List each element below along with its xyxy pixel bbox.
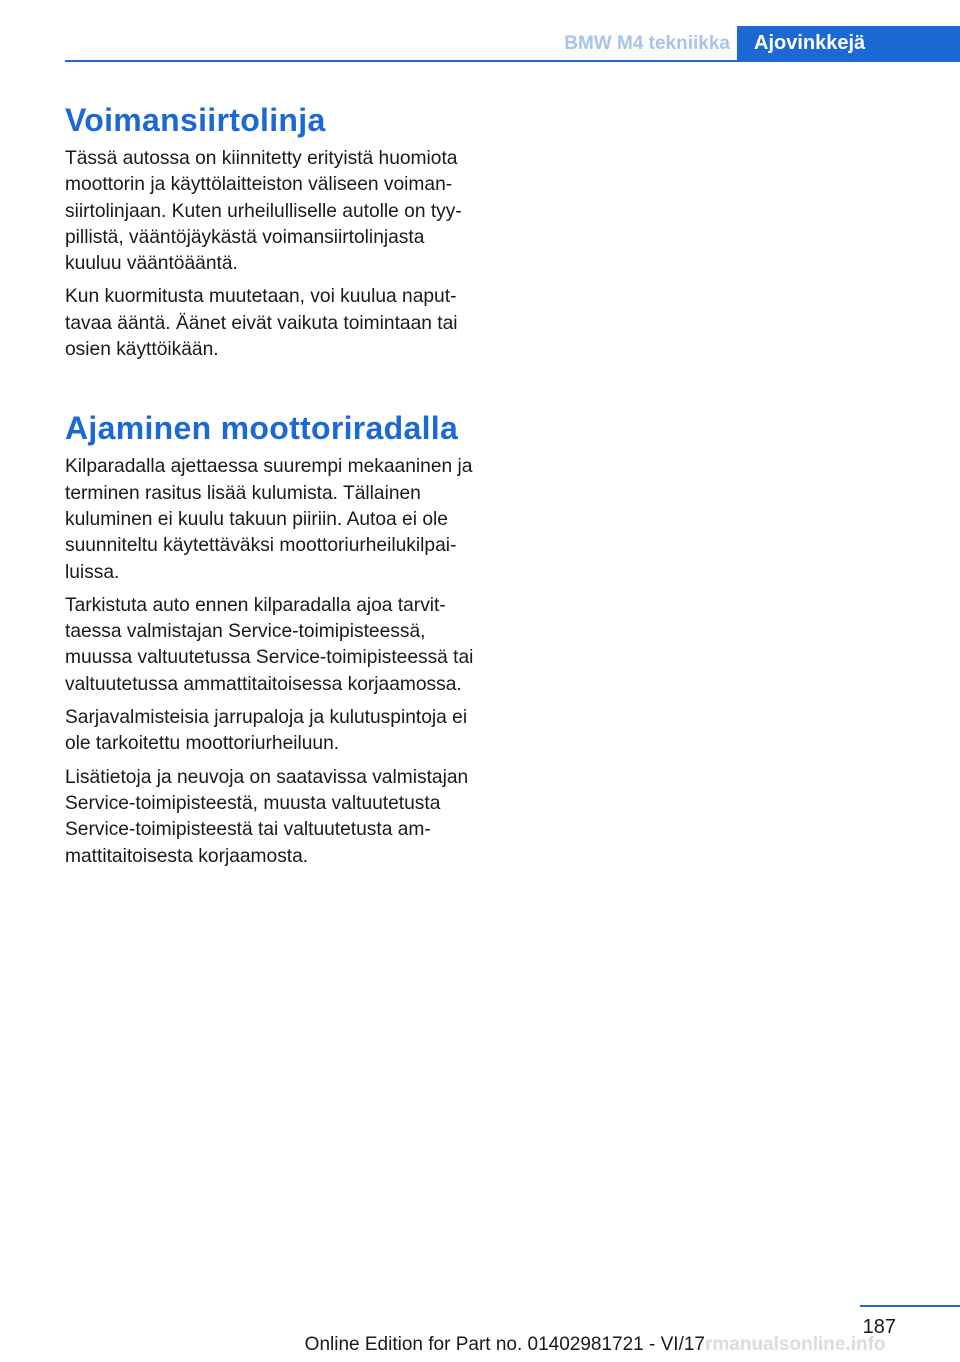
paragraph: Kilparadalla ajettaessa suurempi mekaaninen ja terminen rasitus lisää kulumista. Tällainen kuluminen ei kuulu takuun piiriin. Autoa ei ole suunniteltu käytettäväksi moottoriurheilukilpailuissa. — [65, 456, 473, 583]
paragraph: Sarjavalmisteisia jarrupaloja ja kulutuspintoja ei ole tarkoitettu moottoriurheiluun. — [65, 707, 468, 755]
edition-info: Online Edition for Part no. 01402981721 - VI/17 — [304, 1334, 705, 1355]
header-divider — [65, 60, 960, 62]
footer-divider — [860, 1305, 960, 1307]
paragraph: Lisätietoja ja neuvoja on saatavissa valmistajan Service-toimipisteestä, muusta valtuutetusta Service-toimipisteestä tai valtuutetusta ammattitaitoisesta korjaamosta. — [65, 766, 469, 867]
paragraph: Tässä autossa on kiinnitetty erityistä huomiota moottorin ja käyttölaitteiston väliseen voimansiirtolinjaan. Kuten urheilulliselle autolle on tyypillistä, vääntöjäykästä voimansiirtolinjasta kuuluu vääntöääntä. — [65, 148, 462, 275]
section-heading-powertrain: Voimansiirtolinja — [65, 102, 326, 138]
paragraph: Kun kuormitusta muutetaan, voi kuulua naputtavaa ääntä. Äänet eivät vaikuta toimintaan tai osien käyttöikään. — [65, 286, 458, 361]
section-heading-racetrack: Ajaminen moottoriradalla — [65, 410, 459, 447]
header-section-title: BMW M4 tekniikka — [564, 33, 730, 54]
watermark: rmanualsonline.info — [705, 1334, 886, 1355]
paragraph: Tarkistuta auto ennen kilparadalla ajoa tarvittaessa valmistajan Service-toimipisteessä, muussa valtuutetussa Service-toimipisteessä tai valtuutetussa ammattitaitoisessa korjaamossa. — [65, 594, 474, 695]
header-chapter-tab: Ajovinkkejä — [737, 26, 960, 62]
page-number: 187 — [862, 1316, 896, 1338]
main-content — [65, 98, 480, 877]
